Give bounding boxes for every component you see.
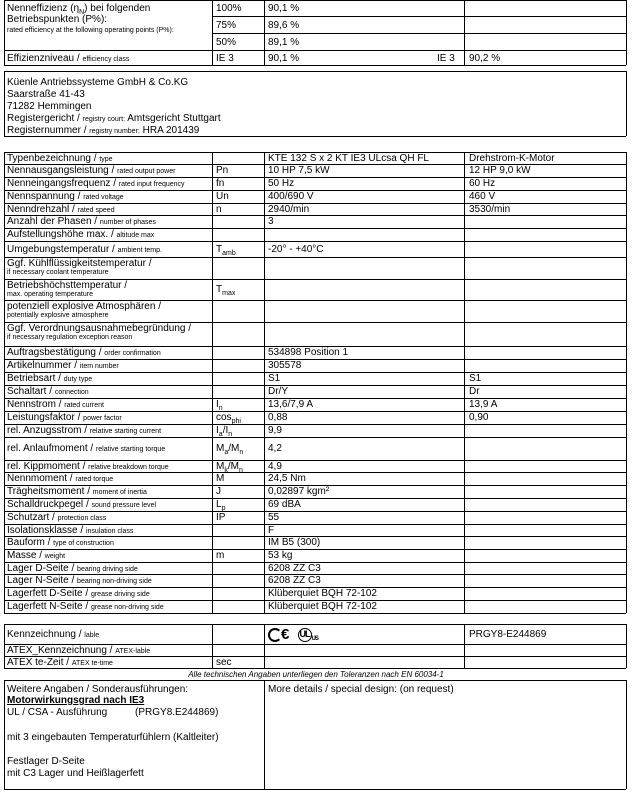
spec-value-60hz: Dr: [469, 386, 480, 397]
spec-label: Schalldruckpegel / sound pressure level: [7, 499, 157, 510]
additional-heading-en: More details / special design: (on request): [268, 684, 454, 695]
spec-value-50hz: 24,5 Nm: [268, 473, 306, 484]
spec-label-en: max. operating temperature: [7, 291, 93, 298]
spec-symbol: $M_k/M_n$: [216, 461, 243, 474]
spec-symbol: $M_a/M_n$: [216, 443, 244, 456]
spec-value-50hz: 69 dBA: [268, 499, 301, 510]
spec-label: Lagerfett D-Seite / grease driving side: [7, 588, 150, 599]
spec-label: rel. Anlaufmoment / relative starting torque: [7, 443, 166, 454]
spec-label: Artikelnummer / item number: [7, 360, 119, 371]
spec-value-50hz: Dr/Y: [268, 386, 288, 397]
company-street: Saarstraße 41-43: [7, 89, 85, 100]
spec-label: Isolationsklasse / insulation class: [7, 525, 134, 536]
spec-symbol: $T_{amb}$: [216, 244, 236, 257]
spec-value-50hz: 0,88: [268, 412, 288, 423]
spec-value-60hz: Drehstrom-K-Motor: [469, 153, 555, 164]
spec-value-50hz: 13,6/7,9 A: [268, 399, 314, 410]
spec-label: Nenndrehzahl / rated speed: [7, 204, 115, 215]
spec-label: Anzahl der Phasen / number of phases: [7, 216, 156, 227]
spec-label: Leistungsfaktor / power factor: [7, 412, 122, 423]
spec-value-50hz: 400/690 V: [268, 191, 314, 202]
spec-value-50hz: 3: [268, 216, 274, 227]
spec-label: rel. Kippmoment / relative breakdown torque: [7, 461, 169, 472]
spec-label-en: if necessary coolant temperature: [7, 269, 109, 276]
spec-value-50hz: 55: [268, 512, 280, 523]
spec-value-50hz: 6208 ZZ C3: [268, 563, 321, 574]
efficiency-label-en: rated efficiency at the following operating points (P%):: [7, 27, 174, 34]
additional-bearing-line2: mit C3 Lager und Heißlagerfett: [7, 768, 144, 779]
spec-symbol: $\cos_{phi}$: [216, 412, 241, 425]
additional-heading: Weitere Angaben / Sonderausführungen:: [7, 684, 189, 695]
spec-label: Ggf. Kühlflüssigkeitstemperatur /: [7, 258, 152, 269]
spec-label: Lager D-Seite / bearing driving side: [7, 563, 138, 574]
ce-ul-logo: € UL US: [268, 627, 318, 647]
spec-symbol: n: [216, 204, 222, 215]
spec-value-50hz: 2940/min: [268, 204, 310, 215]
atex-label: ATEX_Kennzeichnung / ATEX-lable: [7, 645, 151, 656]
spec-value-60hz: 60 Hz: [469, 178, 496, 189]
tolerance-note: Alle technischen Angaben unterliegen den Toleranzen nach EN 60034-1: [188, 670, 444, 679]
spec-value-60hz: S1: [469, 373, 482, 384]
ce-c-icon: [268, 628, 282, 642]
spec-value-50hz: -20° - +40°C: [268, 244, 324, 255]
atex-time-label: ATEX te-Zeit / ATEX te-time: [7, 657, 113, 668]
spec-value-60hz: 13,9 A: [469, 399, 498, 410]
additional-ul-line: UL / CSA - Ausführung (PRGY8.E244869): [7, 707, 219, 718]
spec-label: Typenbezeichnung / type: [7, 153, 113, 164]
spec-label: Schutzart / protection class: [7, 512, 107, 523]
spec-symbol: Pn: [216, 165, 229, 176]
spec-value-50hz: S1: [268, 373, 281, 384]
marking-label: Kennzeichnung / lable: [7, 629, 100, 640]
registry-number: Registernummer / registry number: HRA 201439: [7, 125, 200, 136]
spec-symbol: IP: [216, 512, 226, 523]
ul-mark-icon: UL: [298, 628, 312, 642]
efficiency-level-label: Effizienzniveau / efficiency class: [7, 53, 130, 64]
company-name: Küenle Antriebssysteme GmbH & Co.KG: [7, 77, 189, 88]
spec-value-50hz: 50 Hz: [268, 178, 295, 189]
spec-value-60hz: 3530/min: [469, 204, 511, 215]
spec-symbol: m: [216, 550, 225, 561]
spec-value-50hz: 53 kg: [268, 550, 293, 561]
company-city: 71282 Hemmingen: [7, 101, 92, 112]
efficiency-value-b: 90,2 %: [469, 53, 501, 64]
op-point-value: 89,6 %: [268, 20, 300, 31]
spec-value-60hz: 0,90: [469, 412, 489, 423]
spec-symbol: $I_a/I_n$: [216, 425, 233, 438]
spec-symbol: $L_p$: [216, 499, 226, 512]
spec-value-50hz: 4,9: [268, 461, 282, 472]
op-point-value: 90,1 %: [268, 3, 300, 14]
spec-value-50hz: KTE 132 S x 2 KT IE3 ULcsa QH FL: [268, 153, 429, 164]
spec-value-50hz: IM B5 (300): [268, 537, 321, 548]
spec-symbol: $I_n$: [216, 399, 223, 412]
marking-code: PRGY8-E244869: [469, 629, 547, 640]
spec-label-en: if necessary regulation exception reason: [7, 334, 133, 341]
efficiency-value-a: 90,1 %: [268, 53, 300, 64]
op-point-value: 89,1 %: [268, 37, 300, 48]
spec-label: Aufstellungshöhe max. / altitude max: [7, 229, 155, 240]
spec-label: Betriebsart / duty type: [7, 373, 93, 384]
additional-bold-line: Motorwirkungsgrad nach IE3: [7, 695, 145, 706]
efficiency-label-line2: Betriebspunkten (P%):: [7, 14, 108, 25]
spec-value-50hz: 10 HP 7,5 kW: [268, 165, 330, 176]
additional-sensor-line: mit 3 eingebauten Temperaturfühlern (Kaltleiter): [7, 732, 219, 743]
spec-value-50hz: 305578: [268, 360, 302, 371]
additional-bearing-line1: Festlager D-Seite: [7, 756, 85, 767]
spec-label: Lager N-Seite / bearing non-driving side: [7, 575, 152, 586]
spec-value-50hz: 0,02897 kgm²: [268, 486, 330, 497]
spec-symbol: M: [216, 473, 225, 484]
spec-label: Nennstrom / rated current: [7, 399, 104, 410]
spec-label-en: potentially explosive atmosphere: [7, 312, 109, 319]
spec-label: rel. Anzugsstrom / relative starting current: [7, 425, 162, 436]
spec-value-60hz: 460 V: [469, 191, 496, 202]
atex-time-unit: sec: [216, 657, 232, 668]
spec-symbol: fn: [216, 178, 225, 189]
spec-label: Trägheitsmoment / moment of inertia: [7, 486, 147, 497]
spec-label: Betriebshöchsttemperatur /: [7, 280, 128, 291]
spec-value-50hz: 9,9: [268, 425, 282, 436]
spec-label: Nennspannung / rated voltage: [7, 191, 124, 202]
efficiency-class-b: IE 3: [437, 53, 455, 64]
spec-label: Auftragsbestätigung / order confirmation: [7, 347, 161, 358]
spec-value-60hz: 12 HP 9,0 kW: [469, 165, 531, 176]
spec-label: Nenneingangsfrequenz / rated input frequency: [7, 178, 185, 189]
efficiency-label: Nenneffizienz $(\eta_N)$ bei folgenden: [7, 3, 151, 16]
us-mark-text: US: [311, 636, 318, 642]
spec-label: Schaltart / connection: [7, 386, 89, 397]
spec-label: Nennausgangsleistung / rated output power: [7, 165, 176, 176]
efficiency-class-a: IE 3: [216, 53, 234, 64]
spec-value-50hz: 4,2: [268, 443, 282, 454]
spec-label: potenziell explosive Atmosphären /: [7, 301, 161, 312]
spec-value-50hz: Klüberquiet BQH 72-102: [268, 588, 377, 599]
spec-label: Umgebungstemperatur / ambient temp.: [7, 244, 162, 255]
spec-label: Bauform / type of construction: [7, 537, 114, 548]
op-point-p: 50%: [216, 37, 237, 48]
spec-value-50hz: Klüberquiet BQH 72-102: [268, 601, 377, 612]
spec-label: Masse / weight: [7, 550, 66, 561]
spec-value-50hz: 6208 ZZ C3: [268, 575, 321, 586]
spec-label: Nennmoment / rated torque: [7, 473, 114, 484]
spec-symbol: $T_{max}$: [216, 284, 236, 297]
spec-label: Ggf. Verordnungsausnahmebegründung /: [7, 323, 192, 334]
spec-symbol: Un: [216, 191, 229, 202]
spec-value-50hz: F: [268, 525, 275, 536]
spec-label: Lagerfett N-Seite / grease non-driving side: [7, 601, 164, 612]
registry-court: Registergericht / registry court: Amtsgericht Stuttgart: [7, 113, 221, 124]
spec-value-50hz: 534898 Position 1: [268, 347, 349, 358]
op-point-p: 75%: [216, 20, 237, 31]
op-point-p: 100%: [216, 3, 242, 14]
spec-symbol: J: [216, 486, 221, 497]
